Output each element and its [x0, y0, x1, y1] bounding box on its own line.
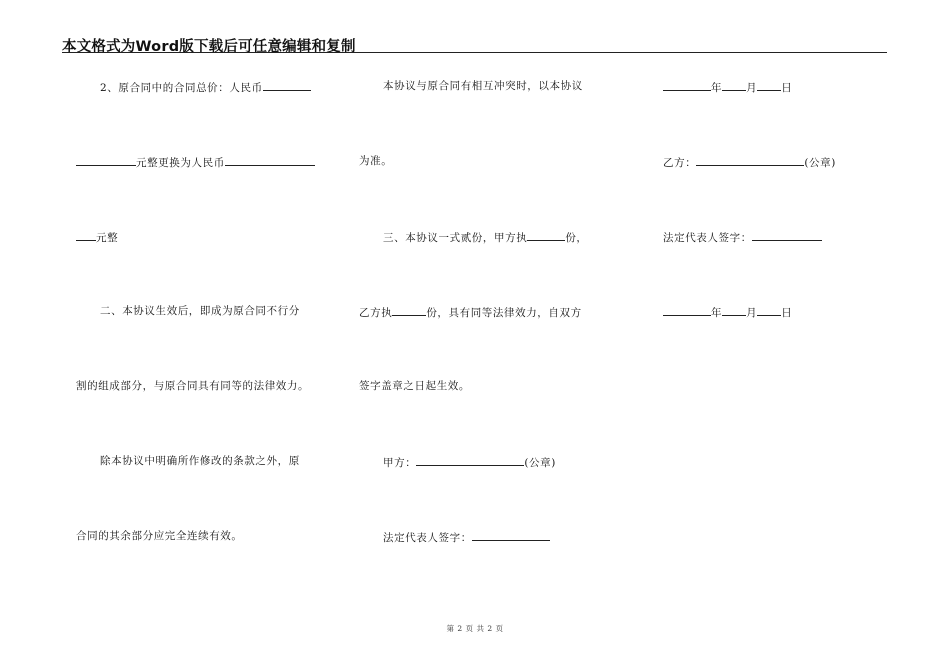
party-b-label: 乙方：: [663, 157, 697, 169]
date-month-label: 月: [746, 307, 758, 319]
col2-line-7: [383, 529, 550, 545]
party-b-seal: (公章): [804, 157, 836, 169]
col2-line-4-text-a: 乙方执: [359, 307, 393, 319]
col1-line-7: [76, 529, 243, 543]
party-a-label: 甲方：: [383, 457, 417, 469]
col2-line-6: [383, 454, 556, 470]
blank-field: [76, 154, 136, 166]
party-b-rep-label: 法定代表人签字：: [663, 232, 752, 244]
blank-field: [392, 304, 426, 316]
col2-line-5-text: 签字盖章之日起生效。: [359, 380, 470, 392]
col1-line-1: [100, 79, 311, 95]
blank-field: [722, 304, 746, 316]
date-day-label: 日: [781, 307, 793, 319]
party-a-blank: [416, 454, 524, 466]
col1-line-2: [76, 154, 315, 170]
page-number-footer: 第 2 页 共 2 页: [446, 624, 504, 633]
blank-field: [722, 79, 746, 91]
col2-line-4: [359, 304, 582, 320]
col1-line-4: [100, 304, 300, 318]
header-divider: [62, 52, 887, 53]
blank-field: [757, 79, 781, 91]
col1-line-5: [76, 379, 309, 393]
col3-date-2: [663, 304, 792, 320]
col3-date-1: [663, 79, 792, 95]
date-month-label: 月: [746, 82, 758, 94]
col1-line-6: [100, 454, 300, 468]
blank-field: [263, 79, 311, 91]
blank-field: [757, 304, 781, 316]
col2-line-4-text-b: 份，具有同等法律效力，自双方: [426, 307, 582, 319]
date-day-label: 日: [781, 82, 793, 94]
col1-line-3-text: 元整: [96, 232, 119, 244]
col1-line-2-text: 元整更换为人民币: [136, 157, 225, 169]
blank-field: [663, 79, 711, 91]
col1-line-1-text: 2、原合同中的合同总价：人民币: [100, 82, 263, 94]
page-header-title: 本文格式为Word版下载后可任意编辑和复制: [62, 39, 356, 55]
col2-line-3: [383, 229, 588, 245]
blank-field: [663, 304, 711, 316]
blank-field: [76, 229, 96, 241]
col2-line-5: [359, 379, 470, 393]
col1-line-6-text: 除本协议中明确所作修改的条款之外，原: [100, 455, 300, 467]
party-b-rep-blank: [752, 229, 822, 241]
blank-field: [527, 229, 565, 241]
date-year-label: 年: [711, 82, 723, 94]
col2-line-1-text: 本协议与原合同有相互冲突时，以本协议: [383, 80, 583, 92]
col1-line-7-text: 合同的其余部分应完全连续有效。: [76, 530, 243, 542]
party-a-seal: (公章): [524, 457, 556, 469]
col1-line-4-text: 二、本协议生效后，即成为原合同不行分: [100, 305, 300, 317]
date-year-label: 年: [711, 307, 723, 319]
party-a-rep-label: 法定代表人签字：: [383, 532, 472, 544]
col2-line-2-text: 为准。: [359, 155, 393, 167]
party-a-rep-blank: [472, 529, 550, 541]
col1-line-5-text: 割的组成部分，与原合同具有同等的法律效力。: [76, 380, 310, 392]
blank-field: [225, 154, 315, 166]
col1-line-3: [76, 229, 118, 245]
col2-line-3-text-a: 三、本协议一式贰份，甲方执: [383, 232, 528, 244]
party-b-blank: [696, 154, 804, 166]
col3-party-b: [663, 154, 836, 170]
col3-rep: [663, 229, 822, 245]
col2-line-2: [359, 154, 392, 168]
col2-line-3-text-b: 份，: [565, 232, 588, 244]
col2-line-1: [383, 79, 583, 93]
